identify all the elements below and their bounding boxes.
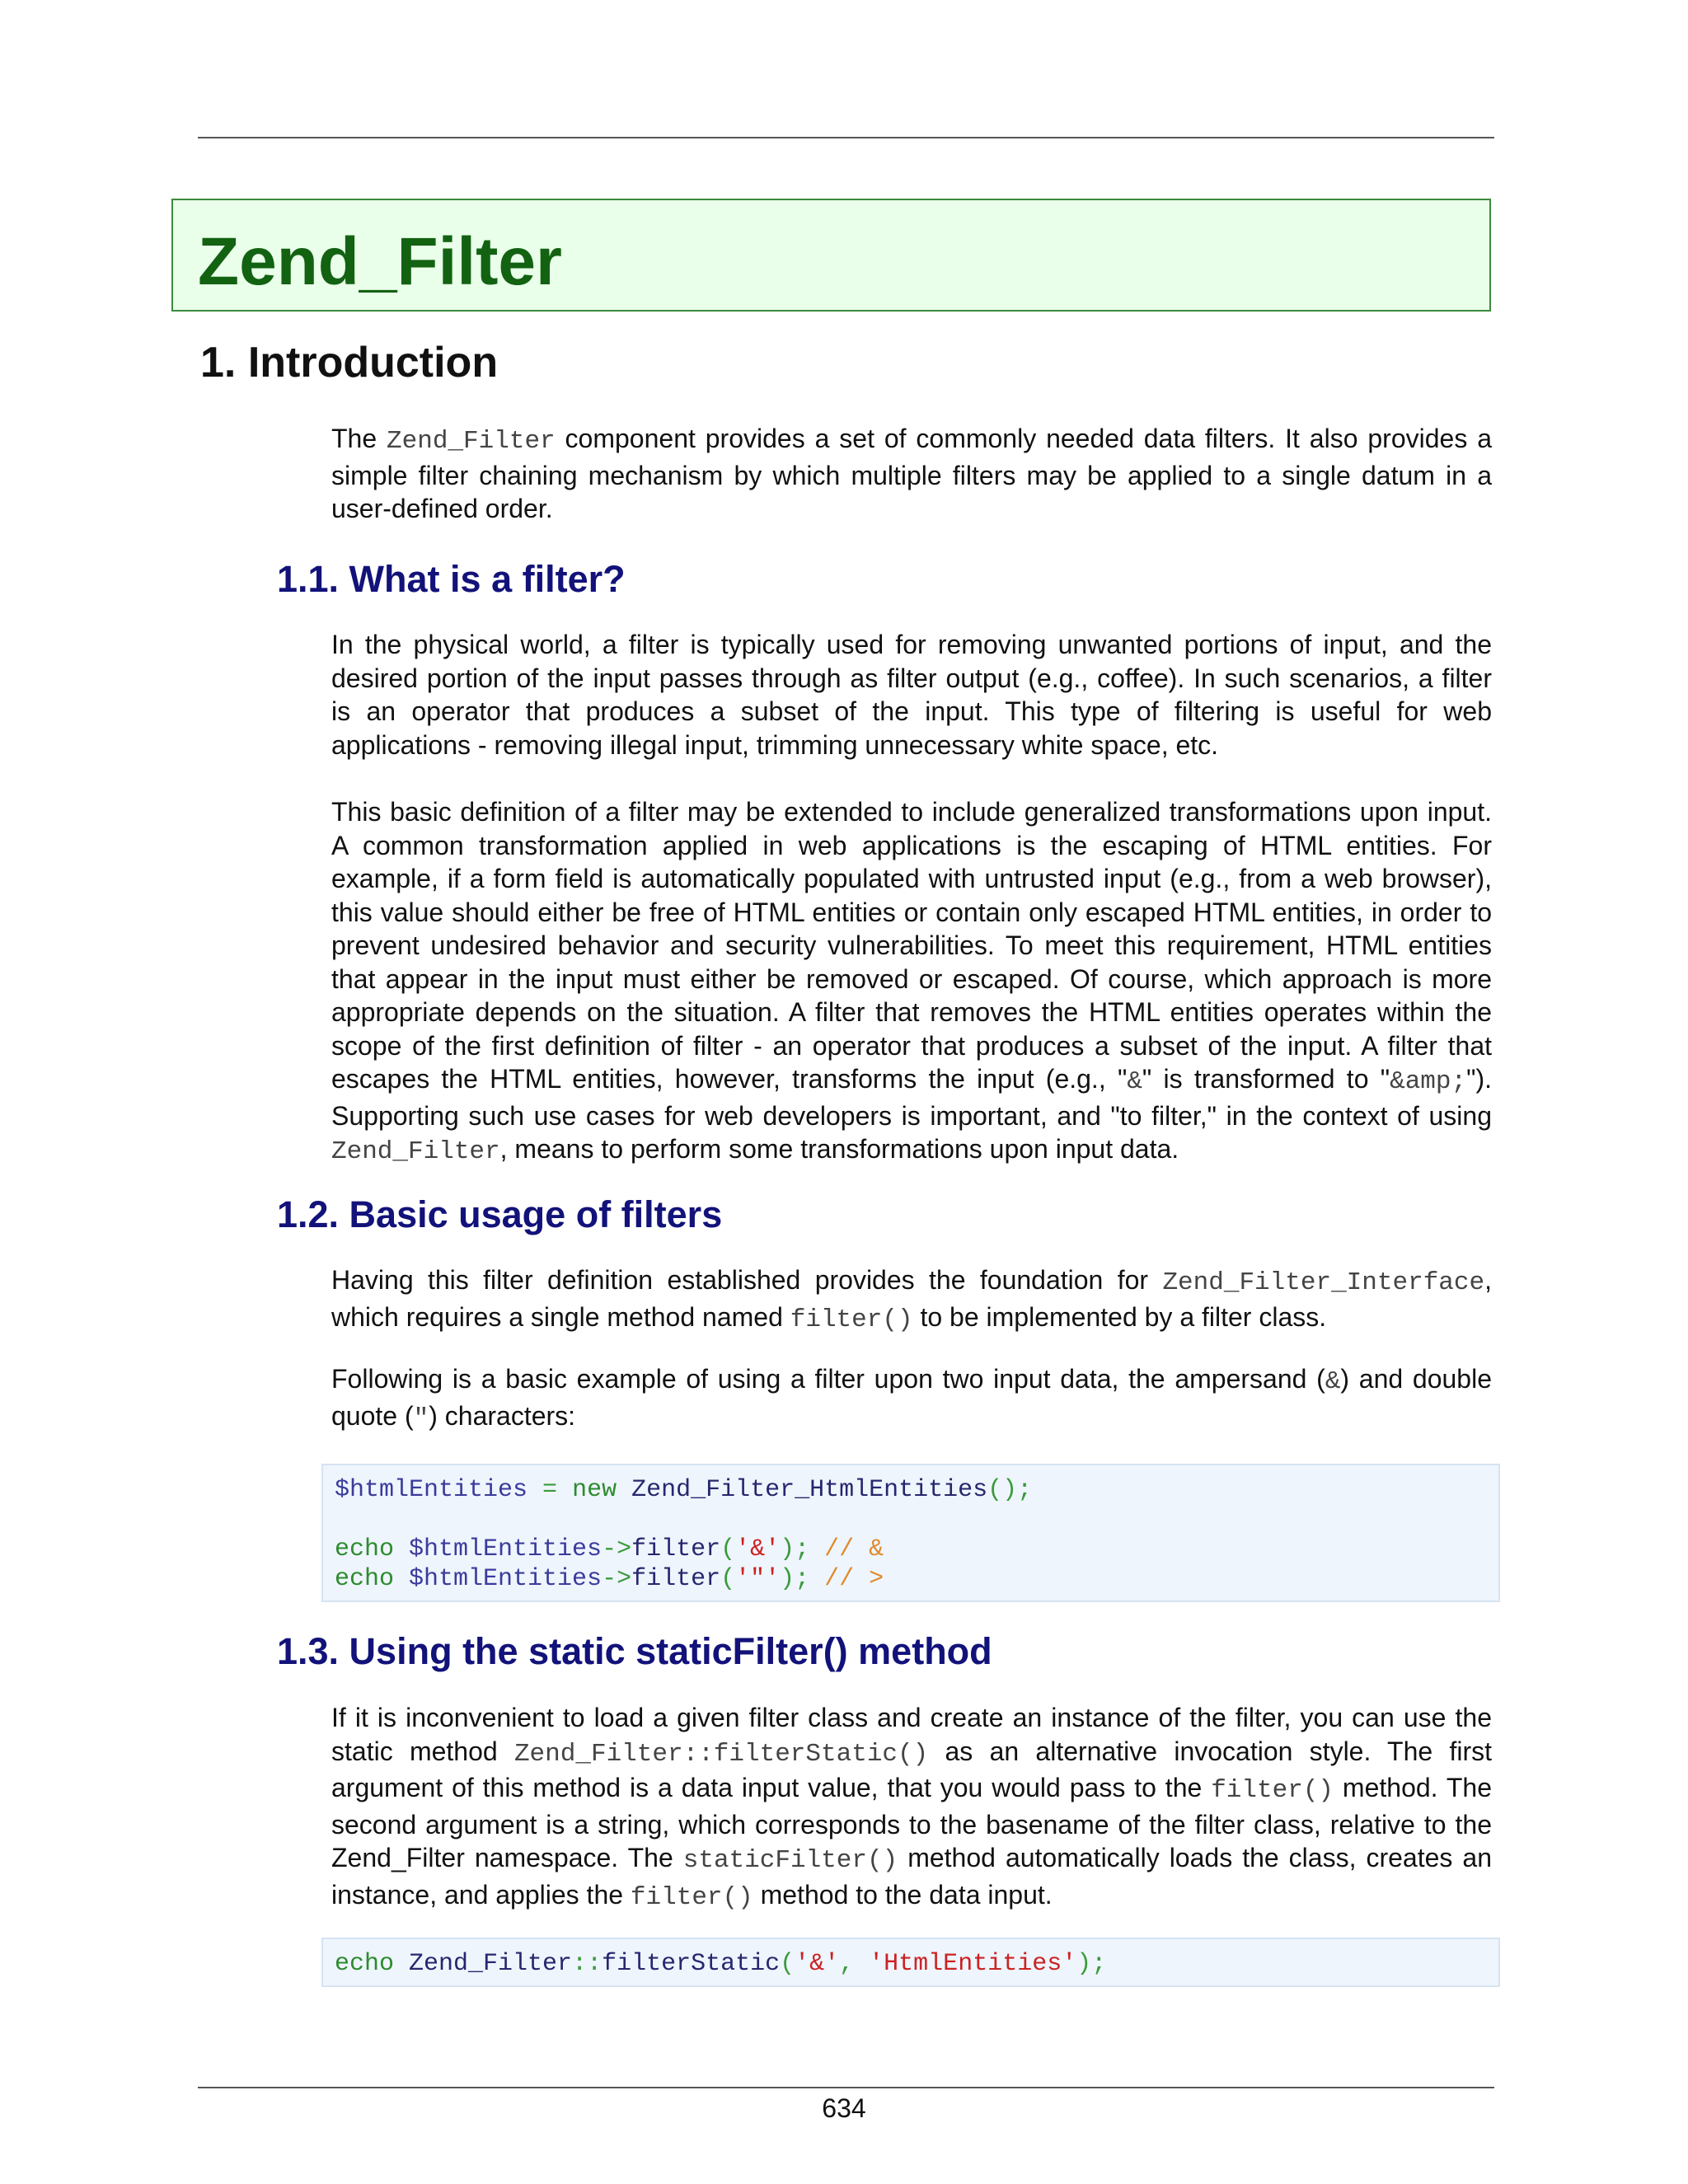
inline-code: &amp;: [1390, 1067, 1467, 1096]
subsection-heading-basic-usage: 1.2. Basic usage of filters: [277, 1193, 723, 1235]
inline-code: ": [413, 1404, 429, 1433]
inline-code: staticFilter(): [682, 1846, 898, 1875]
code-example-html-entities: $htmlEntities = new Zend_Filter_HtmlEntities(); echo $htmlEntities->filter('&'); // & echo $htmlEntities->filter('"'); // >: [321, 1464, 1500, 1602]
code-example-filter-static: echo Zend_Filter::filterStatic('&', 'HtmlEntities');: [321, 1938, 1500, 1987]
inline-code: &: [1325, 1367, 1341, 1396]
chapter-title: Zend_Filter: [198, 224, 562, 299]
section-heading-introduction: 1. Introduction: [200, 339, 499, 387]
basic-usage-paragraph-1: Having this filter definition established provides the foundation for Zend_Filter_Interface, which requires a single method named filter() to be implemented by a filter class.: [331, 1265, 1492, 1334]
subsection-heading-what-is-filter: 1.1. What is a filter?: [277, 558, 626, 600]
inline-code: Zend_Filter: [331, 1137, 500, 1166]
chapter-title-box: [171, 199, 1491, 312]
what-is-filter-paragraph-1: In the physical world, a filter is typically used for removing unwanted portions of input, and the desired portion of the input passes through as filter output (e.g., coffee). In such scenarios, a filter is an operator that produces a subset of the input. This type of filtering is useful for web applications - removing illegal input, trimming unnecessary white space, etc.: [331, 630, 1492, 760]
inline-code: filter(): [1211, 1776, 1334, 1805]
page-number: 634: [822, 2093, 866, 2123]
subsection-heading-static-filter: 1.3. Using the static staticFilter() method: [277, 1630, 992, 1672]
inline-code: &: [1127, 1067, 1142, 1096]
basic-usage-paragraph-2: Following is a basic example of using a filter upon two input data, the ampersand (&) and double quote (") characters:: [331, 1364, 1493, 1433]
static-filter-paragraph: If it is inconvenient to load a given filter class and create an instance of the filter, you can use the static method Zend_Filter::filterStatic() as an alternative invocation style. The first argument of this method is a data input value, that you would pass to the filter() method. The second argument is a string, which corresponds to the basename of the filter class, relative to the Zend_Filter namespace. The staticFilter() method automatically loads the class, creates an instance, and applies the filter() method to the data input.: [331, 1703, 1493, 1912]
inline-code: Zend_Filter_Interface: [1162, 1268, 1485, 1297]
inline-code: filter(): [630, 1882, 753, 1912]
header-rule: [198, 137, 1494, 138]
inline-code: Zend_Filter: [387, 427, 556, 456]
footer-rule: [198, 2087, 1494, 2088]
what-is-filter-paragraph-2: This basic definition of a filter may be extended to include generalized transformations upon input. A common transformation applied in web applications is the escaping of HTML entities. For example, if a form field is automatically populated with untrusted input (e.g., from a web browser), this value should either be free of HTML entities or contain only escaped HTML entities, in order to prevent undesired behavior and security vulnerabilities. To meet this requirement, HTML entities that appear in the input must either be removed or escaped. Of course, which approach is more appropriate depends on the situation. A filter that removes the HTML entities operates within the scope of the first definition of filter - an operator that produces a subset of the input. A filter that escapes the HTML entities, however, transforms the input (e.g., "&" is transformed to "&amp;"). Supporting such use cases for web developers is important, and "to filter," in the context of using Zend_Filter, means to perform some transformations upon input data.: [331, 797, 1493, 1166]
inline-code: filter(): [790, 1305, 913, 1334]
intro-paragraph: The Zend_Filter component provides a set of commonly needed data filters. It also provides a simple filter chaining mechanism by which multiple filters may be applied to a single datum in a user-defined order.: [331, 424, 1493, 523]
inline-code: Zend_Filter::filterStatic(): [513, 1739, 929, 1769]
